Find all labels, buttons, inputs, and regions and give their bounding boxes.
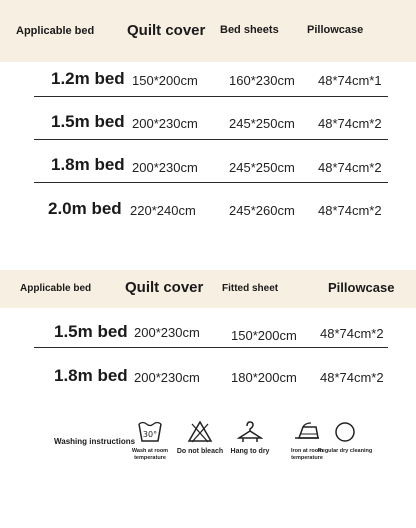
table1-header-bed-sheets: Bed sheets [220,24,279,36]
wash-caption: Iron at room temperature [290,448,324,461]
table1-header-quilt-cover: Quilt cover [127,22,206,39]
regular-dry-cleaning-icon [332,420,358,444]
quilt-cover-size: 150*200cm [132,73,198,88]
pillowcase-size: 48*74cm*2 [318,203,382,218]
row-divider [34,139,388,140]
bed-size: 1.5m bed [51,112,125,131]
pillowcase-size: 48*74cm*2 [318,160,382,175]
quilt-cover-size: 220*240cm [130,203,196,218]
hang-to-dry-icon [237,420,263,444]
quilt-cover-size: 200*230cm [132,116,198,131]
row-divider [34,347,388,348]
wash-caption: Hang to dry [230,448,270,455]
bed-sheet-size: 245*260cm [229,203,295,218]
table1-header-applicable-bed: Applicable bed [16,25,95,37]
bed-size: 1.5m bed [54,322,128,341]
wash-item [218,420,282,455]
pillowcase-size: 48*74cm*2 [320,326,384,341]
do-not-bleach-icon [187,420,213,444]
row-divider [34,182,388,183]
quilt-cover-size: 200*230cm [134,370,200,385]
wash-caption: Wash at room temperature [131,448,169,461]
table2-header-pillowcase: Pillowcase [328,280,395,295]
bed-sheet-size: 245*250cm [229,160,295,175]
bed-size: 1.8m bed [51,155,125,174]
bed-sheet-size: 160*230cm [229,73,295,88]
washing-instructions-title: Washing instructions [54,437,136,446]
wash-item [313,420,377,455]
fitted-sheet-size: 180*200cm [231,370,297,385]
bed-size: 1.2m bed [51,69,125,88]
table2-header-applicable-bed: Applicable bed [20,283,92,294]
wash-temperature-label: 30° [142,430,158,439]
wash-tub-30-icon [137,420,163,444]
pillowcase-size: 48*74cm*1 [318,73,382,88]
bed-sheet-size: 245*250cm [229,116,295,131]
wash-caption: Do not bleach [176,448,224,455]
quilt-cover-size: 200*230cm [134,325,200,340]
table2-header-quilt-cover: Quilt cover [125,279,204,296]
pillowcase-size: 48*74cm*2 [318,116,382,131]
fitted-sheet-size: 150*200cm [231,328,297,343]
row-divider [34,96,388,97]
table2-header-fitted-sheet: Fitted sheet [222,283,279,294]
pillowcase-size: 48*74cm*2 [320,370,384,385]
quilt-cover-size: 200*230cm [132,160,198,175]
bed-size: 2.0m bed [48,199,122,218]
wash-caption: Regular dry cleaning [317,448,373,454]
bed-size: 1.8m bed [54,366,128,385]
table1-header-pillowcase: Pillowcase [307,24,364,36]
